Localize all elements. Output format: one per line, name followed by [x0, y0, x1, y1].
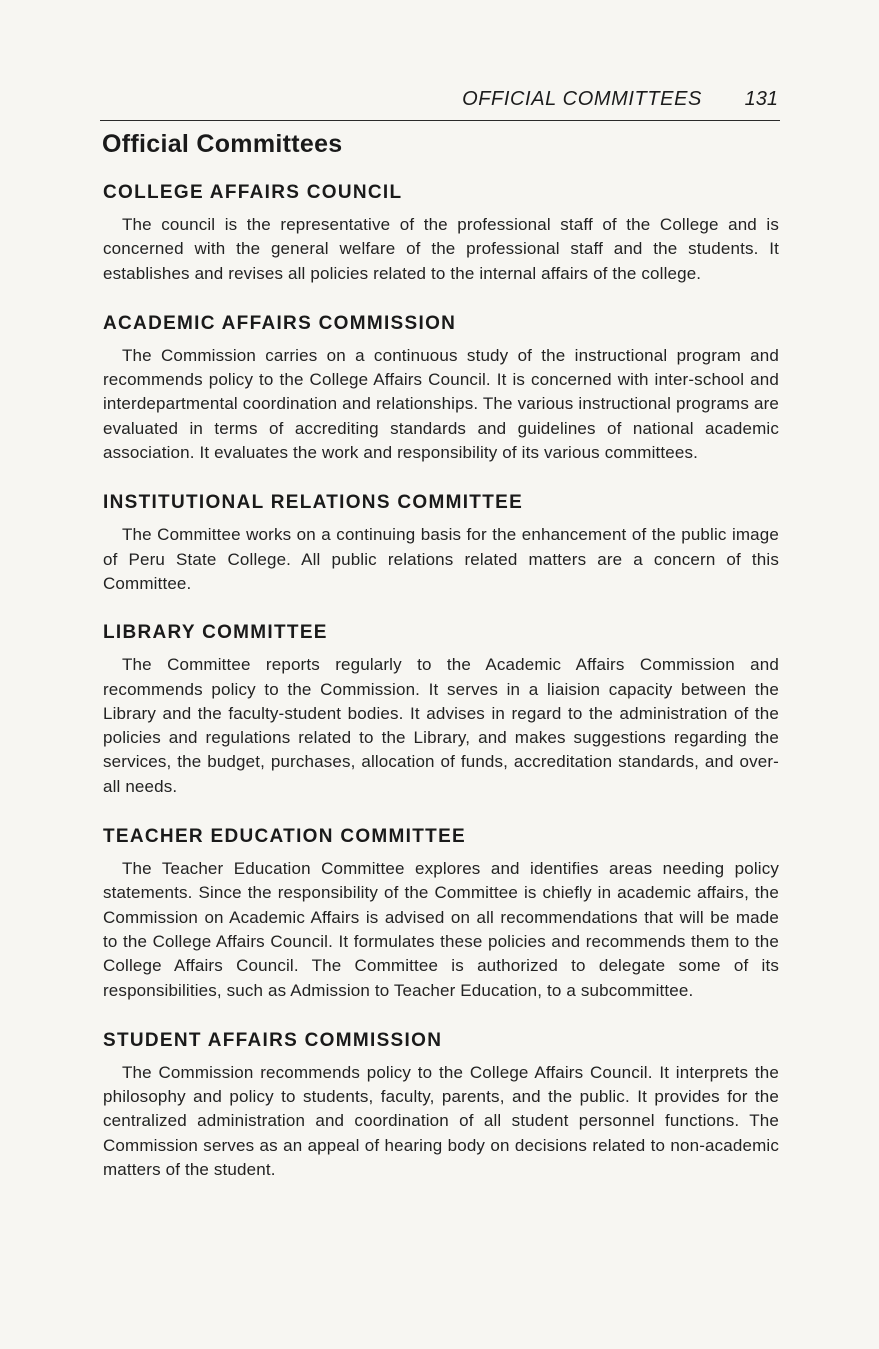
- page-title: Official Committees: [102, 130, 343, 158]
- committee-list: [103, 182, 779, 1182]
- section-library-committee: [103, 622, 779, 799]
- running-header-title: OFFICIAL COMMITTEES: [462, 88, 702, 110]
- page-number: 131: [744, 88, 778, 110]
- section-heading: INSTITUTIONAL RELATIONS COMMITTEE: [103, 492, 524, 514]
- section-body: The council is the representative of the professional staff of the College and is concerned with the general welfare of the professional staff and the students. It establishes and revises all policies related to the internal affairs of the college.: [103, 215, 779, 283]
- section-body: The Commission carries on a continuous study of the instructional program and recommends policy to the College Affairs Council. It is concerned with inter-school and interdepartmental coordination and relationships. The various instructional programs are evaluated in terms of accrediting standards and guidelines of national academic association. It evaluates the work and responsibility of its various committees.: [103, 345, 779, 463]
- section-institutional-relations-committee: [103, 492, 779, 596]
- section-body: The Committee works on a continuing basis for the enhancement of the public image of Peru State College. All public relations related matters are a concern of this Committee.: [103, 525, 779, 593]
- section-academic-affairs-commission: [103, 313, 779, 465]
- section-heading: LIBRARY COMMITTEE: [103, 622, 328, 644]
- section-teacher-education-committee: [103, 826, 779, 1003]
- section-heading: ACADEMIC AFFAIRS COMMISSION: [103, 312, 457, 334]
- running-header: [100, 88, 780, 121]
- section-heading: COLLEGE AFFAIRS COUNCIL: [103, 182, 403, 203]
- section-body: The Commission recommends policy to the College Affairs Council. It interprets the philosophy and policy to students, faculty, parents, and the public. It provides for the centralized administration and coordination of all student personnel functions. The Commission serves as an appeal of hearing body on decisions related to non-academic matters of the student.: [103, 1062, 779, 1180]
- section-body: The Teacher Education Committee explores and identifies areas needing policy statements. Since the responsibility of the Committee is chiefly in academic affairs, the Commission on Academic Affairs is advised on all recommendations that will be made to the College Affairs Council. It formulates these policies and recommends them to the College Affairs Council. The Committee is authorized to delegate some of its responsibilities, such as Admission to Teacher Education, to a subcommittee.: [103, 859, 779, 1000]
- section-body: The Committee reports regularly to the Academic Affairs Commission and recommends policy to the Commission. It serves in a liaision capacity between the Library and the faculty-student bodies. It advises in regard to the administration of the policies and regulations related to the Library, and makes suggestions regarding the services, the budget, purchases, allocation of funds, accreditation standards, and over-all needs.: [103, 655, 779, 796]
- section-heading: TEACHER EDUCATION COMMITTEE: [103, 826, 467, 848]
- section-heading: STUDENT AFFAIRS COMMISSION: [103, 1029, 443, 1051]
- section-student-affairs-commission: [103, 1030, 779, 1182]
- section-college-affairs-council: [103, 182, 779, 286]
